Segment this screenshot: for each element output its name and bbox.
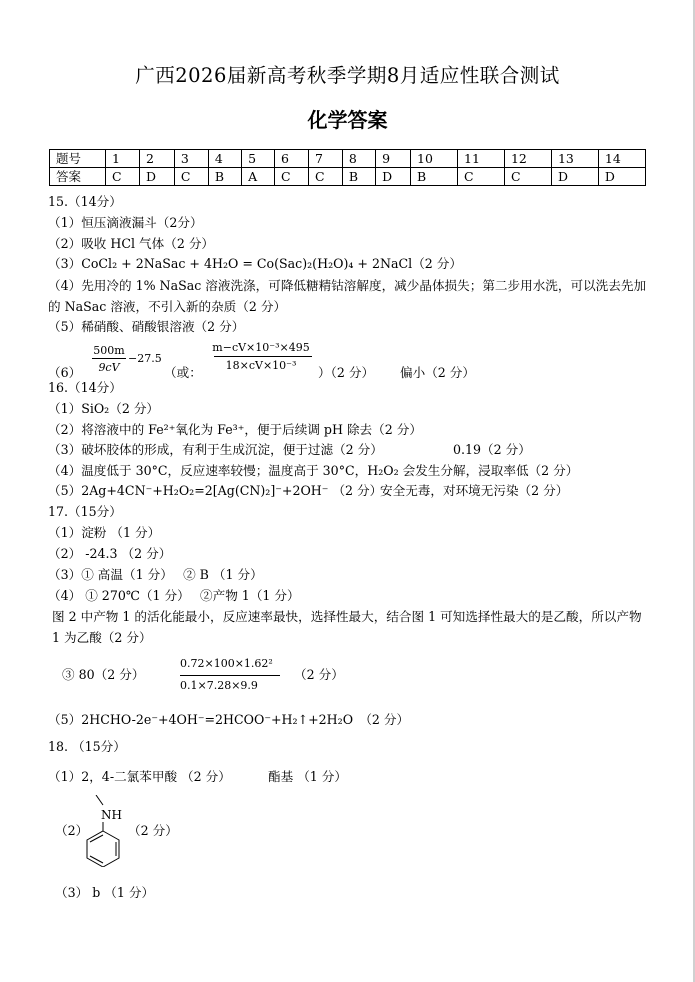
ring-double-bond (90, 835, 103, 842)
q16-heading: 16.（14分） (48, 380, 122, 395)
answer-table-answer-row (50, 168, 646, 186)
question-number-cell: 7 (308, 150, 342, 168)
q15-formula-2-bar (214, 356, 312, 357)
table-row-label: 题号 (50, 150, 106, 168)
q18-answer-1: （1）2，4-二氯苯甲酸 （2 分） (48, 769, 231, 784)
question-number-cell: 3 (174, 150, 208, 168)
answer-table (49, 149, 646, 186)
q16-answer-5-extra: 安全无毒，对环境无污染（2 分） (380, 483, 569, 498)
q15-formula-2-numerator: m−cV×10⁻³×495 (212, 341, 310, 354)
answer-table-number-row (50, 150, 646, 168)
question-number-cell: 8 (342, 150, 375, 168)
answer-cell: C (504, 168, 551, 186)
q17-formula-numerator: 0.72×100×1.62² (180, 657, 273, 670)
q17-formula-denominator: 0.1×7.28×9.9 (180, 679, 258, 692)
q15-answer-2: （2）吸收 HCl 气体（2 分） (48, 236, 215, 251)
q15-answer-3-score: （2 分） (412, 256, 462, 271)
q18-answer-2-label: （2） (55, 823, 89, 838)
question-number-cell: 13 (551, 150, 598, 168)
q15-answer-4: （4）先用冷的 1% NaSac 溶液洗涤，可降低糖精钴溶解度，减少晶体损失；第二步用水洗，可以洗去先加的 NaSac 溶液，不引入新的杂质（2 分） (48, 278, 647, 314)
answer-cell: C (274, 168, 308, 186)
q15-formula-1-numerator: 500m (93, 344, 125, 357)
q15-answer-5: （5）稀硝酸、硝酸银溶液（2 分） (48, 319, 245, 334)
q16-answer-3-extra: 0.19（2 分） (453, 442, 531, 457)
amine-nh-label: NH (101, 808, 122, 822)
ring-double-bond (90, 856, 103, 863)
q15-answer-6-extra: 偏小（2 分） (400, 365, 475, 380)
answer-cell: D (376, 168, 411, 186)
n-methylaniline-structure (76, 795, 136, 867)
answer-cell: C (308, 168, 342, 186)
q17-answer-4-explanation: 图 2 中产物 1 的活化能最小，反应速率最快，选择性最大，结合图 1 可知选择性最大的是乙酸，所以产物 1 为乙酸（2 分） (52, 609, 642, 645)
q17-heading: 17.（15分） (48, 504, 122, 519)
q18-answer-2-score: （2 分） (128, 823, 178, 838)
question-number-cell: 5 (242, 150, 275, 168)
q16-answer-5: （5）2Ag+4CN⁻+H₂O₂=2[Ag(CN)₂]⁻+2OH⁻ （2 分） (48, 483, 383, 498)
q17-answer-1: （1）淀粉 （1 分） (48, 525, 161, 540)
answer-cell: D (551, 168, 598, 186)
q15-answer-6-or: （或： (164, 365, 202, 380)
q16-answer-2: （2）将溶液中的 Fe²⁺氧化为 Fe³⁺，便于后续调 pH 除去（2 分） (48, 422, 422, 437)
question-number-cell: 9 (376, 150, 411, 168)
question-number-cell: 11 (458, 150, 505, 168)
q15-answer-3 (48, 255, 462, 273)
q15-formula-2-denominator: 18×cV×10⁻³ (225, 359, 297, 372)
q18-answer-3: （3） b （1 分） (55, 885, 155, 900)
question-number-cell: 1 (106, 150, 140, 168)
question-number-cell: 14 (598, 150, 645, 168)
question-number-cell: 6 (274, 150, 308, 168)
page-subtitle: 化学答案 (307, 108, 388, 132)
question-number-cell: 12 (504, 150, 551, 168)
q15-formula-1-tail: −27.5 (128, 352, 162, 365)
answer-cell: B (342, 168, 375, 186)
q15-equation: （3）CoCl₂ + 2NaSac + 4H₂O = Co(Sac)₂(H₂O)₄ + 2NaCl (48, 256, 413, 271)
benzene-ring (87, 831, 119, 867)
q16-answer-4: （4）温度低于 30°C，反应速率较慢；温度高于 30°C，H₂O₂ 会发生分解，浸取率低（2 分） (48, 463, 579, 478)
q17-answer-5: （5）2HCHO-2e⁻+4OH⁻=2HCOO⁻+H₂↑+2H₂O （2 分） (48, 712, 410, 727)
q15-heading: 15.（14分） (48, 194, 122, 209)
q15-answer-6-score: ）（2 分） (318, 365, 375, 380)
q17-formula-bar (180, 675, 280, 676)
q17-answer-2: （2） -24.3 （2 分） (48, 546, 172, 561)
q16-answer-1: （1）SiO₂（2 分） (48, 401, 160, 416)
q18-heading: 18. （15分） (48, 739, 126, 754)
page-title: 广西2026届新高考秋季学期8月适应性联合测试 (135, 64, 560, 87)
q17-answer-3: （3）① 高温（1 分） ② B （1 分） (48, 567, 263, 582)
question-number-cell: 10 (411, 150, 458, 168)
q15-answer-6-label: （6） (48, 365, 82, 380)
q18-answer-1-extra: 酯基 （1 分） (268, 769, 347, 784)
methyl-bond (96, 795, 103, 805)
answer-cell: C (458, 168, 505, 186)
q16-answer-3: （3）破坏胶体的形成，有利于生成沉淀，便于过滤（2 分） (48, 442, 383, 457)
answer-cell: D (598, 168, 645, 186)
answer-cell: C (174, 168, 208, 186)
answer-cell: B (411, 168, 458, 186)
table-row-label: 答案 (50, 168, 106, 186)
question-number-cell: 2 (139, 150, 174, 168)
answer-cell: A (242, 168, 275, 186)
answer-cell: D (139, 168, 174, 186)
answer-cell: B (208, 168, 241, 186)
q15-formula-1-denominator: 9cV (98, 361, 120, 374)
q15-answer-1: （1）恒压滴液漏斗（2分） (48, 215, 203, 230)
q15-formula-1-bar (92, 358, 126, 359)
q17-answer-4: （4） ① 270℃（1 分） ②产物 1（1 分） (48, 588, 300, 603)
q17-answer-4-part3: ③ 80（2 分） (62, 667, 145, 682)
q17-formula-score: （2 分） (294, 667, 344, 682)
answer-cell: C (106, 168, 140, 186)
question-number-cell: 4 (208, 150, 241, 168)
